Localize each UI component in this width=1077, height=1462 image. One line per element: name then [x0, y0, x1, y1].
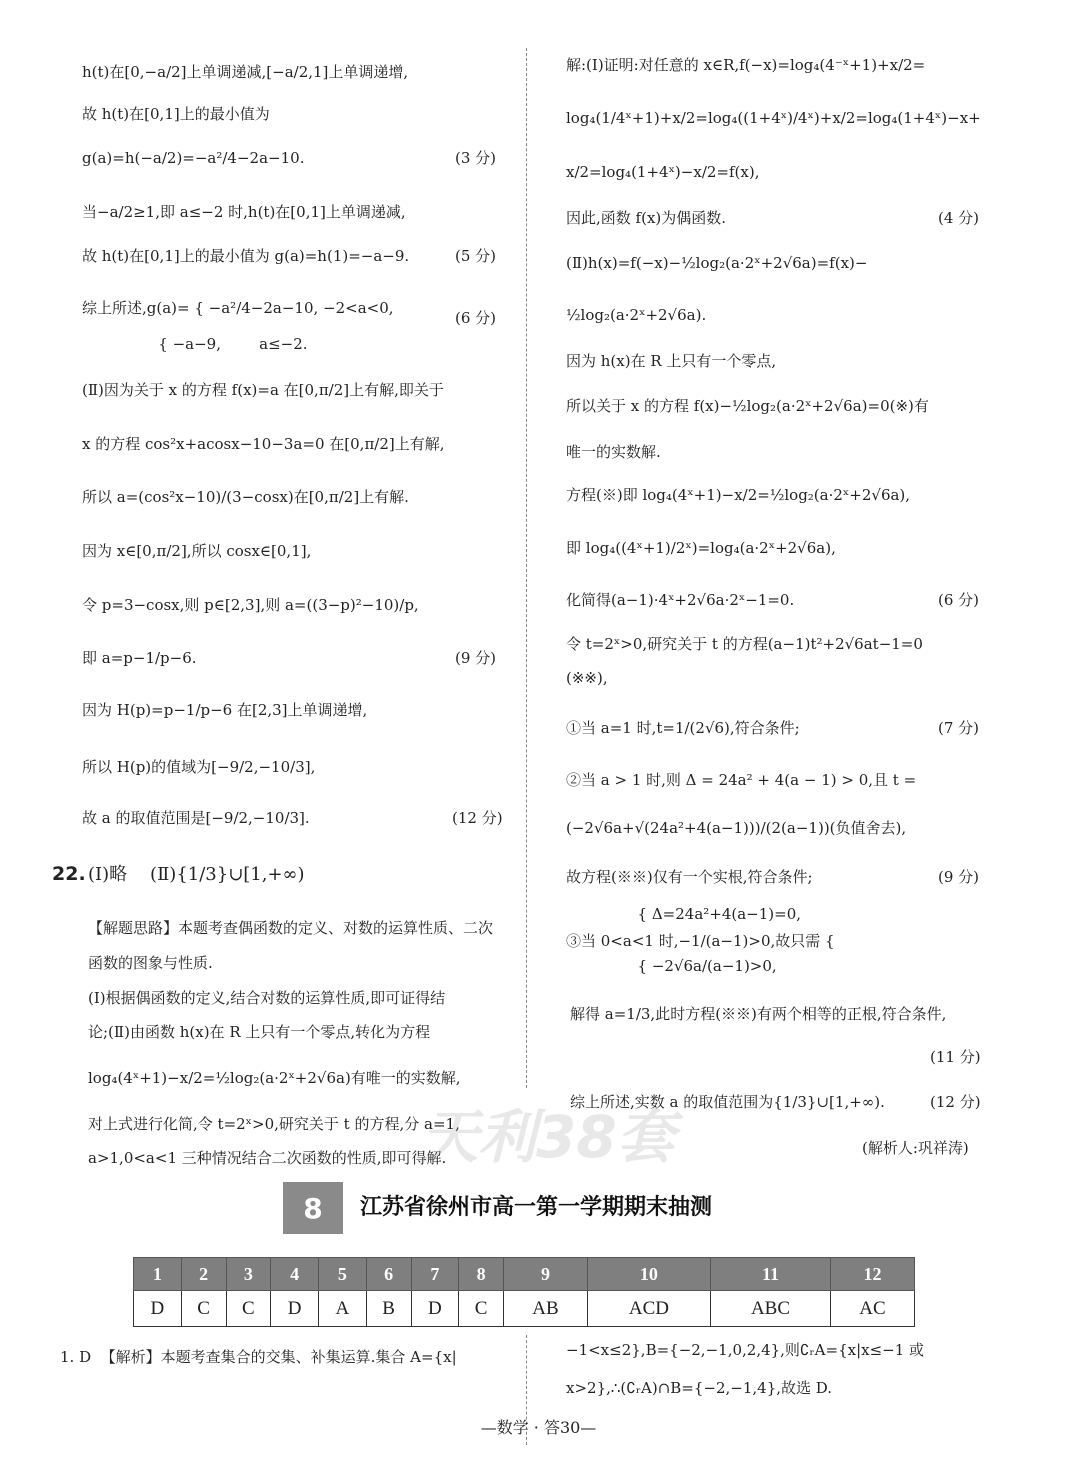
text-line: { −a−9, a≤−2.	[82, 335, 308, 353]
text-line: −1<x≤2},B={−2,−1,0,2,4},则∁ᵣA={x|x≤−1 或	[566, 1341, 925, 1359]
answer-cell: C	[181, 1291, 226, 1327]
question-number-cell: 6	[366, 1258, 411, 1291]
question-number-cell: 1	[134, 1258, 182, 1291]
question-number: 22.	[52, 863, 86, 885]
answer-cell: AB	[504, 1291, 588, 1327]
text-line: ②当 a > 1 时,则 Δ = 24a² + 4(a − 1) > 0,且 t =	[566, 771, 917, 789]
text-line: ③当 0<a<1 时,−1/(a−1)>0,故只需 {	[566, 932, 835, 950]
column-divider	[526, 48, 527, 1088]
question-number-cell: 7	[411, 1258, 459, 1291]
score-label: (6 分)	[938, 591, 980, 609]
text-line: 故方程(※※)仅有一个实根,符合条件;	[566, 868, 813, 886]
text-line: 因为 h(x)在 R 上只有一个零点,	[566, 352, 777, 370]
section-number-badge: 8	[283, 1182, 343, 1234]
answer-cell: D	[271, 1291, 319, 1327]
question-number-cell: 10	[587, 1258, 710, 1291]
score-label: (12 分)	[452, 809, 503, 827]
text-line: x/2=log₄(1+4ˣ)−x/2=f(x),	[566, 163, 760, 181]
text-line: 所以 a=(cos²x−10)/(3−cosx)在[0,π/2]上有解.	[82, 488, 409, 506]
text-line: log₄(1/4ˣ+1)+x/2=log₄((1+4ˣ)/4ˣ)+x/2=log₄(1+4ˣ)−x+	[566, 109, 981, 127]
answer-cell: ACD	[587, 1291, 710, 1327]
question-number-cell: 4	[271, 1258, 319, 1291]
answer-cell: C	[226, 1291, 271, 1327]
watermark-logo: 天利38套	[420, 1103, 675, 1171]
text-line: 解:(Ⅰ)证明:对任意的 x∈R,f(−x)=log₄(4⁻ˣ+1)+x/2=	[566, 56, 926, 74]
question-number-cell: 2	[181, 1258, 226, 1291]
score-label: (4 分)	[938, 209, 980, 227]
text-line: 故 a 的取值范围是[−9/2,−10/3].	[82, 809, 310, 827]
text-line: 对上式进行化简,令 t=2ˣ>0,研究关于 t 的方程,分 a=1,	[88, 1115, 460, 1133]
answer-table-row	[134, 1291, 915, 1327]
text-line: 综上所述,g(a)= { −a²/4−2a−10, −2<a<0,	[82, 299, 394, 317]
text-line: 因此,函数 f(x)为偶函数.	[566, 209, 727, 227]
question-number-cell: 9	[504, 1258, 588, 1291]
question-number-cell: 11	[710, 1258, 830, 1291]
answer-cell: D	[411, 1291, 459, 1327]
score-label: (6 分)	[455, 309, 497, 327]
text-line: 即 log₄((4ˣ+1)/2ˣ)=log₄(a·2ˣ+2√6a),	[566, 539, 836, 557]
page-footer: —数学 · 答30—	[480, 1418, 597, 1437]
text-line: 化简得(a−1)·4ˣ+2√6a·2ˣ−1=0.	[566, 591, 795, 609]
score-label: (3 分)	[455, 149, 497, 167]
text-line: 令 t=2ˣ>0,研究关于 t 的方程(a−1)t²+2√6at−1=0	[566, 635, 923, 653]
text-line: 令 p=3−cosx,则 p∈[2,3],则 a=((3−p)²−10)/p,	[82, 596, 419, 614]
text-line: 故 h(t)在[0,1]上的最小值为	[82, 105, 270, 123]
text-line: x>2},∴(∁ᵣA)∩B={−2,−1,4},故选 D.	[566, 1379, 833, 1397]
text-line: 方程(※)即 log₄(4ˣ+1)−x/2=½log₂(a·2ˣ+2√6a),	[566, 486, 911, 504]
text-line: 解得 a=1/3,此时方程(※※)有两个相等的正根,符合条件,	[570, 1005, 947, 1023]
text-line: 【解题思路】本题考查偶函数的定义、对数的运算性质、二次	[88, 919, 494, 937]
score-label: (9 分)	[938, 868, 980, 886]
question-number-cell: 12	[831, 1258, 915, 1291]
text-line: 即 a=p−1/p−6.	[82, 649, 197, 667]
answer-table-header-row	[134, 1258, 915, 1291]
text-line: h(t)在[0,−a/2]上单调递减,[−a/2,1]上单调递增,	[82, 63, 409, 81]
text-line: 1. D 【解析】本题考查集合的交集、补集运算.集合 A={x|	[60, 1348, 457, 1366]
section-title: 江苏省徐州市高一第一学期期末抽测	[360, 1194, 713, 1220]
question-answer: (Ⅰ)略 (Ⅱ){1/3}∪[1,+∞)	[88, 864, 305, 885]
text-line: g(a)=h(−a/2)=−a²/4−2a−10.	[82, 149, 305, 167]
question-number-cell: 8	[459, 1258, 504, 1291]
text-line: 唯一的实数解.	[566, 443, 661, 461]
answer-cell: D	[134, 1291, 182, 1327]
text-line: 论;(Ⅱ)由函数 h(x)在 R 上只有一个零点,转化为方程	[88, 1023, 431, 1041]
score-label: (9 分)	[455, 649, 497, 667]
text-line: 所以 H(p)的值域为[−9/2,−10/3],	[82, 758, 316, 776]
text-line: (−2√6a+√(24a²+4(a−1)))/(2(a−1))(负值舍去),	[566, 819, 907, 837]
text-line: { Δ=24a²+4(a−1)=0,	[566, 905, 802, 923]
text-line: log₄(4ˣ+1)−x/2=½log₂(a·2ˣ+2√6a)有唯一的实数解,	[88, 1069, 461, 1087]
text-line: 因为 H(p)=p−1/p−6 在[2,3]上单调递增,	[82, 701, 368, 719]
text-line: ①当 a=1 时,t=1/(2√6),符合条件;	[566, 719, 800, 737]
answer-table	[133, 1257, 915, 1327]
score-label: (12 分)	[930, 1093, 981, 1111]
answer-cell: AC	[831, 1291, 915, 1327]
question-number-cell: 5	[319, 1258, 367, 1291]
text-line: 故 h(t)在[0,1]上的最小值为 g(a)=h(1)=−a−9.	[82, 247, 410, 265]
text-line: 因为 x∈[0,π/2],所以 cosx∈[0,1],	[82, 542, 312, 560]
text-line: 函数的图象与性质.	[88, 954, 213, 972]
text-line: 所以关于 x 的方程 f(x)−½log₂(a·2ˣ+2√6a)=0(※)有	[566, 397, 929, 415]
score-label: (7 分)	[938, 719, 980, 737]
author-credit: (解析人:巩祥涛)	[862, 1139, 969, 1157]
answer-cell: ABC	[710, 1291, 830, 1327]
text-line: a>1,0<a<1 三种情况结合二次函数的性质,即可得解.	[88, 1149, 447, 1167]
score-label: (11 分)	[930, 1048, 981, 1066]
text-line: (Ⅰ)根据偶函数的定义,结合对数的运算性质,即可证得结	[88, 989, 446, 1007]
text-line: 当−a/2≥1,即 a≤−2 时,h(t)在[0,1]上单调递减,	[82, 203, 406, 221]
text-line: (Ⅱ)因为关于 x 的方程 f(x)=a 在[0,π/2]上有解,即关于	[82, 381, 444, 399]
answer-cell: A	[319, 1291, 367, 1327]
score-label: (5 分)	[455, 247, 497, 265]
text-line: { −2√6a/(a−1)>0,	[566, 957, 777, 975]
text-line: 综上所述,实数 a 的取值范围为{1/3}∪[1,+∞).	[570, 1093, 885, 1111]
answer-cell: B	[366, 1291, 411, 1327]
question-number-cell: 3	[226, 1258, 271, 1291]
text-line: (※※),	[566, 669, 608, 687]
text-line: (Ⅱ)h(x)=f(−x)−½log₂(a·2ˣ+2√6a)=f(x)−	[566, 254, 868, 272]
text-line: ½log₂(a·2ˣ+2√6a).	[566, 306, 707, 324]
answer-cell: C	[459, 1291, 504, 1327]
text-line: x 的方程 cos²x+acosx−10−3a=0 在[0,π/2]上有解,	[82, 435, 445, 453]
